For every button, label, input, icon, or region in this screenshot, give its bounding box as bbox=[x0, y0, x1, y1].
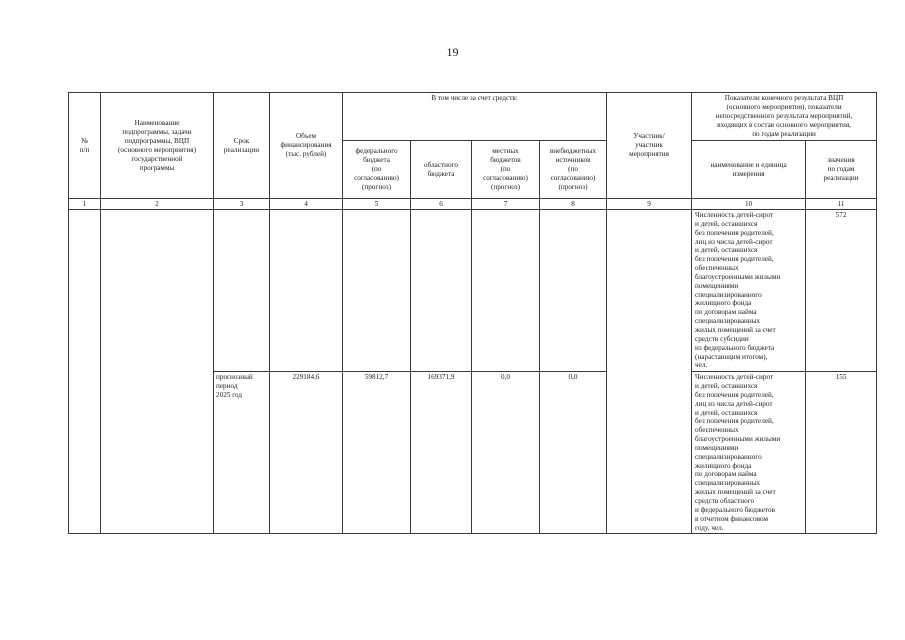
cell-extra bbox=[540, 210, 607, 372]
header-participant: Участник/ участник мероприятия bbox=[607, 93, 692, 199]
header-term: Срок реализации bbox=[214, 93, 270, 199]
header-regional: областного бюджета bbox=[411, 141, 472, 199]
column-number: 7 bbox=[472, 199, 540, 210]
cell-volume: 229184,6 bbox=[270, 372, 343, 534]
cell-federal bbox=[343, 210, 411, 372]
program-table bbox=[68, 92, 877, 534]
cell-local bbox=[472, 210, 540, 372]
column-number: 8 bbox=[540, 199, 607, 210]
column-number: 6 bbox=[411, 199, 472, 210]
column-number: 1 bbox=[69, 199, 101, 210]
column-number: 10 bbox=[692, 199, 806, 210]
column-numbers-row bbox=[69, 199, 877, 210]
header-federal: федерального бюджета (по согласованию) (прогноз) bbox=[343, 141, 411, 199]
cell-name bbox=[101, 210, 214, 534]
header-name: Наименование подпрограммы, задачи подпрограммы, ВЦП (основного мероприятия) государственной программы bbox=[101, 93, 214, 199]
column-number: 3 bbox=[214, 199, 270, 210]
column-number: 9 bbox=[607, 199, 692, 210]
column-number: 2 bbox=[101, 199, 214, 210]
column-number: 4 bbox=[270, 199, 343, 210]
cell-participant bbox=[607, 210, 692, 534]
header-local: местных бюджетов (по согласованию) (прогноз) bbox=[472, 141, 540, 199]
table-row bbox=[69, 210, 877, 372]
page-number: 19 bbox=[446, 45, 459, 59]
cell-term bbox=[214, 210, 270, 372]
header-indicators-group: Показатели конечного результата ВЦП (основного мероприятия), показатели непосредственного результата мероприятий, входящих в состав основного мероприятия, по годам реализации bbox=[692, 93, 877, 141]
header-indicator-name: наименование и единица измерения bbox=[692, 141, 806, 199]
header-volume: Объем финансирования (тыс. рублей) bbox=[270, 93, 343, 199]
cell-indicator-value: 572 bbox=[806, 210, 877, 372]
cell-indicator-name: Численность детей-сирот и детей, оставшихся без попечения родителей, лиц из числа детей-сирот и детей, оставшихся без попечения родителей, обеспеченных благоустроенными жилыми помещениями специализированного жилищного фонда по договорам найма специализированных жилых помещений за счет средств субсидии из федерального бюджета (нарастающим итогом), чел. bbox=[692, 210, 806, 372]
cell-federal: 59812,7 bbox=[343, 372, 411, 534]
header-including-group: В том числе за счет средств: bbox=[343, 93, 607, 141]
cell-term: прогнозный период 2025 год bbox=[214, 372, 270, 534]
header-indicator-value: значения по годам реализации bbox=[806, 141, 877, 199]
cell-indicator-value: 155 bbox=[806, 372, 877, 534]
cell-indicator-name: Численность детей-сирот и детей, оставшихся без попечения родителей, лиц из числа детей-сирот и детей, оставшихся без попечения родителей, обеспеченных благоустроенными жилыми помещениями специализированного жилищного фонда по договорам найма специализированных жилых помещений за счет средств областного и федерального бюджетов в отчетном финансовом году, чел. bbox=[692, 372, 806, 534]
cell-num bbox=[69, 210, 101, 534]
header-row-1 bbox=[69, 93, 877, 141]
cell-volume bbox=[270, 210, 343, 372]
cell-local: 0,0 bbox=[472, 372, 540, 534]
cell-regional bbox=[411, 210, 472, 372]
column-number: 5 bbox=[343, 199, 411, 210]
header-num: № п/п bbox=[69, 93, 101, 199]
column-number: 11 bbox=[806, 199, 877, 210]
cell-regional: 169371,9 bbox=[411, 372, 472, 534]
cell-extra: 0,0 bbox=[540, 372, 607, 534]
header-extra: внебюджетных источников (по согласованию) (прогноз) bbox=[540, 141, 607, 199]
